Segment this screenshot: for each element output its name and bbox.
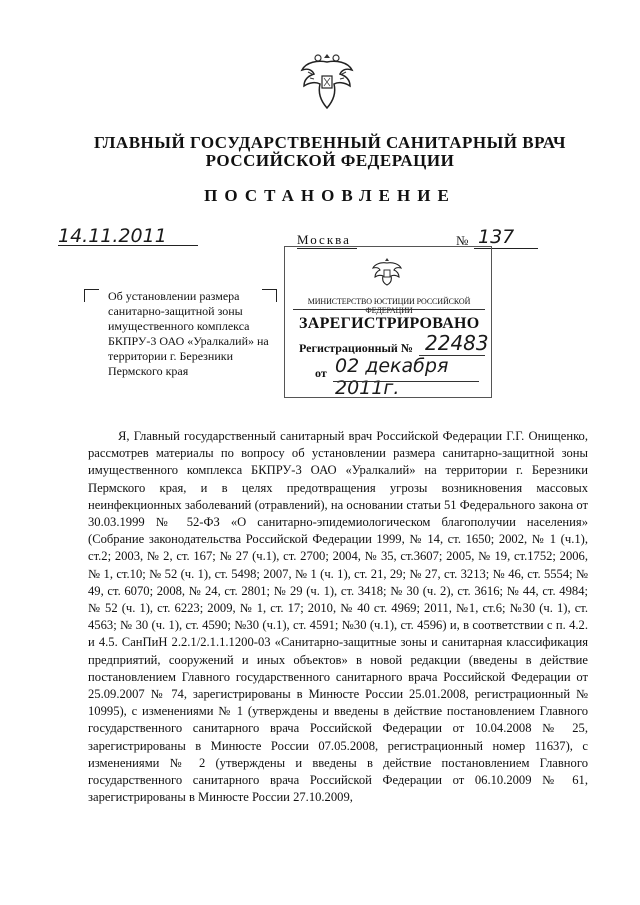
number-label: № xyxy=(456,233,469,248)
subject-bracket-left xyxy=(84,289,99,302)
stamp-emblem-icon xyxy=(370,255,404,287)
stamp-ministry-name: МИНИСТЕРСТВО ЮСТИЦИИ РОССИЙСКОЙ ФЕДЕРАЦИИ xyxy=(307,297,471,315)
document-date: 14.11.2011 xyxy=(58,225,167,247)
stamp-registration-number-label: Регистрационный № xyxy=(299,341,413,355)
issuer-title-line-1: ГЛАВНЫЙ ГОСУДАРСТВЕННЫЙ САНИТАРНЫЙ ВРАЧ xyxy=(94,133,566,152)
document-subject: Об установлении размера санитарно-защитной зоны имущественного комплекса БКПРУ-3 ОАО «Уралкалий» на территории г. Березники Пермского края xyxy=(108,289,269,378)
stamp-registration-date: 02 декабря 2011г. xyxy=(335,355,449,399)
stamp-date-underline xyxy=(333,381,479,382)
document-type: ПОСТАНОВЛЕНИЕ xyxy=(204,186,456,205)
stamp-registration-number: 22483 xyxy=(425,331,489,355)
stamp-divider xyxy=(293,309,485,310)
document-city: Москва xyxy=(297,232,351,247)
document-body-paragraph: Я, Главный государственный санитарный врач Российской Федерации Г.Г. Онищенко, рассмотрев материалы по вопросу об установлении размера санитарно-защитной зоны имущественного комплекса БКПРУ-3 ОАО «Уралкалий» на территории г. Березники Пермского края, и в целях предотвращения угрозы возникновения массовых неинфекционных заболеваний (отравлений), на основании статьи 51 Федерального закона от 30.03.1999 № 52-ФЗ «О санитарно-эпидемиологическом благополучии населения» (Собрание законодательства Российской Федерации 1999, № 14, ст. 1650; 2002, № 1 (ч.1), ст.2; 2003, № 2, ст. 167; № 27 (ч.1), ст. 2700; 2004, № 35, ст.3607; 2005, № 19, ст.1752; 2006, № 1, ст.10; № 52 (ч. 1), ст. 5498; 2007, № 1 (ч. 1), ст. 21, 29; № 27, ст. 3213; № 46, ст. 5554; № 49, ст. 6070; 2008, № 24, ст. 2801; № 29 (ч. 1), ст. 3418; № 30 (ч. 2), ст. 3616; № 44, ст. 4984; № 52 (ч. 1), ст. 6223; 2009, № 1, ст. 17; 2010, № 40 ст. 4969; 2011, №1, ст.6; №30 (ч. 1), ст. 4563; № 30 (ч. 1), ст. 4590; №30 (ч.1), ст. 4591; №30 (ч.1), ст. 4596) и, в соответствии с п. 4.2. и 4.5. СанПиН 2.2.1/2.1.1.1200-03 «Санитарно-защитные зоны и санитарная классификация предприятий, сооружений и иных объектов» в новой редакции (введены в действие постановлением Главного государственного санитарного врача Российской Федерации от 25.09.2007 № 74, зарегистрированы в Минюсте России 25.01.2008, регистрационный № 10995), с изменениями № 1 (утверждены и введены в действие постановлением Главного государственного санитарного врача Российской Федерации от 10.04.2008 № 25, зарегистрированы в Минюсте России 07.05.2008, регистрационный номер 11637), с изменениями № 2 (утверждены и введены в действие постановлением Главного государственного санитарного врача Российской Федерации от 06.10.2009 № 61, зарегистрированы в Минюсте России 27.10.2009, xyxy=(88,429,588,805)
document-number: 137 xyxy=(478,226,515,248)
stamp-date-label: от xyxy=(315,366,327,380)
coat-of-arms-icon xyxy=(298,48,356,114)
issuer-title-line-2: РОССИЙСКОЙ ФЕДЕРАЦИИ xyxy=(205,151,455,170)
stamp-registered-label: ЗАРЕГИСТРИРОВАНО xyxy=(299,315,480,332)
registration-stamp xyxy=(284,246,492,398)
date-underline xyxy=(58,245,198,246)
